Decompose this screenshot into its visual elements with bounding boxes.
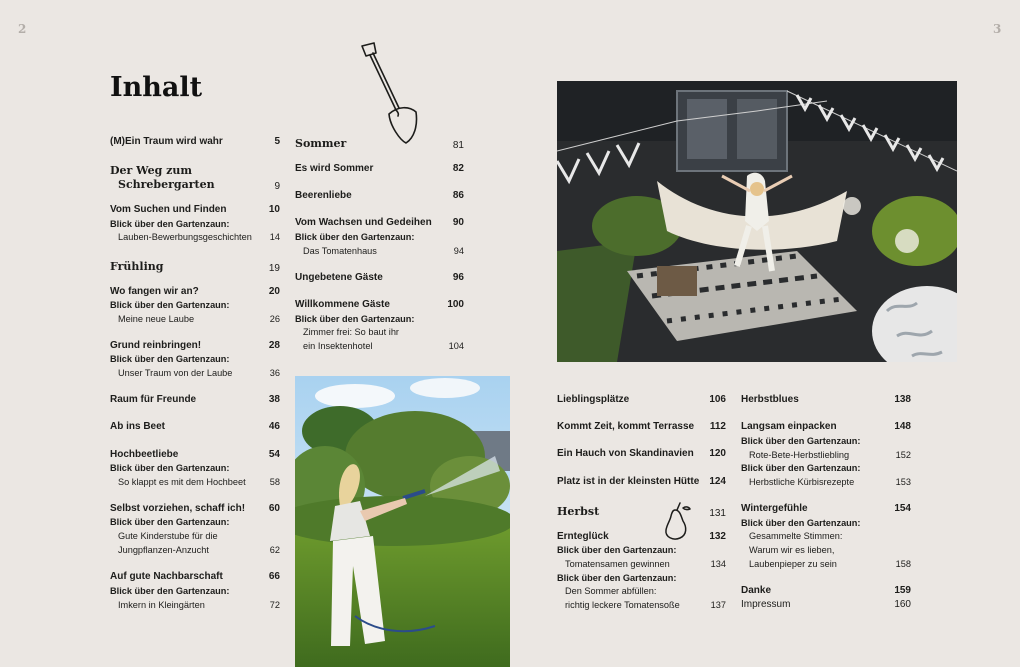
toc-entry-page: 66 — [268, 571, 280, 582]
toc-entry-title: Herbst — [557, 505, 600, 518]
toc-entry-title: Wo fangen wir an? — [110, 286, 199, 297]
toc-entry-title: Willkommene Gäste — [295, 299, 390, 310]
toc-entry-title: Vom Wachsen und Gedeihen — [295, 217, 432, 228]
hammock-terrace-photo — [557, 81, 957, 362]
toc-entry-title: (M)Ein Traum wird wahr — [110, 136, 223, 147]
toc-entry-title: Blick über den Gartenzaun: — [110, 300, 230, 310]
toc-entry-page: 154 — [894, 503, 911, 514]
toc-entry-page: 81 — [452, 140, 464, 151]
toc-entry-page: 160 — [894, 599, 911, 610]
toc-entry-title: Platz ist in der kleinsten Hütte — [557, 476, 700, 487]
toc-entry-title: Blick über den Gartenzaun: — [741, 463, 861, 473]
toc-entry-title: So klappt es mit dem Hochbeet — [118, 477, 246, 487]
toc-entry-page: 96 — [452, 272, 464, 283]
toc-entry-title: Lieblingsplätze — [557, 394, 630, 405]
toc-entry-title: Gute Kinderstube für die — [118, 531, 218, 541]
toc-entry-title: Blick über den Gartenzaun: — [295, 232, 415, 242]
toc-entry-title: Blick über den Gartenzaun: — [110, 354, 230, 364]
toc-entry-title: Frühling — [110, 260, 164, 273]
toc-entry-page: 60 — [268, 503, 280, 514]
toc-entry-page: 106 — [709, 394, 726, 405]
page-title: Inhalt — [110, 72, 203, 103]
toc-entry-title: Blick über den Gartenzaun: — [557, 545, 677, 555]
toc-entry-title: Ungebetene Gäste — [295, 272, 383, 283]
toc-entry-page: 5 — [274, 136, 280, 147]
toc-entry-title: Ab ins Beet — [110, 421, 166, 432]
toc-entry-page: 26 — [269, 314, 280, 324]
shovel-icon — [356, 40, 422, 150]
toc-entry-title: Grund reinbringen! — [110, 340, 202, 351]
pear-icon — [658, 500, 692, 542]
toc-entry-page: 38 — [268, 394, 280, 405]
toc-entry-title: Auf gute Nachbarschaft — [110, 571, 223, 582]
toc-entry-title: Sommer — [295, 137, 347, 150]
toc-entry-page: 148 — [894, 421, 911, 432]
toc-entry-page: 72 — [269, 600, 280, 610]
toc-entry-page: 9 — [274, 181, 280, 192]
toc-entry-title: Blick über den Gartenzaun: — [557, 573, 677, 583]
toc-entry-title: richtig leckere Tomatensoße — [565, 600, 680, 610]
toc-entry-title: Kommt Zeit, kommt Terrasse — [557, 421, 695, 432]
toc-entry-page: 131 — [709, 508, 726, 519]
garden-hose-photo — [295, 376, 510, 667]
toc-entry-title: Den Sommer abfüllen: — [565, 586, 657, 596]
toc-entry-page: 137 — [710, 600, 726, 610]
page-number-left: 2 — [18, 22, 27, 36]
toc-entry-title: Das Tomatenhaus — [303, 246, 377, 256]
toc-entry-title: Blick über den Gartenzaun: — [110, 219, 230, 229]
toc-entry-title: Imkern in Kleingärten — [118, 600, 205, 610]
toc-entry-title: Blick über den Gartenzaun: — [295, 314, 415, 324]
toc-entry-page: 86 — [452, 190, 464, 201]
toc-entry-title: Blick über den Gartenzaun: — [741, 436, 861, 446]
toc-entry-page: 152 — [895, 450, 911, 460]
toc-entry-title: Blick über den Gartenzaun: — [110, 463, 230, 473]
toc-entry-page: 134 — [710, 559, 726, 569]
toc-entry-title: Jungpflanzen-Anzucht — [118, 545, 209, 555]
toc-entry-title: Laubenpieper zu sein — [749, 559, 837, 569]
toc-entry-page: 10 — [268, 204, 280, 215]
toc-entry-title: Raum für Freunde — [110, 394, 197, 405]
toc-entry-title: Selbst vorziehen, schaff ich! — [110, 503, 246, 514]
toc-entry-title: Danke — [741, 585, 772, 596]
toc-entry-page: 46 — [268, 421, 280, 432]
toc-entry-page: 58 — [269, 477, 280, 487]
toc-entry-title: Ernteglück — [557, 531, 609, 542]
page-number-right: 3 — [993, 22, 1002, 36]
toc-entry-title: Wintergefühle — [741, 503, 808, 514]
toc-entry-title: Beerenliebe — [295, 190, 352, 201]
toc-entry-title: Lauben-Bewerbungsgeschichten — [118, 232, 252, 242]
toc-entry-title: Blick über den Gartenzaun: — [110, 517, 230, 527]
toc-entry-page: 19 — [268, 263, 280, 274]
toc-entry-title: Blick über den Gartenzaun: — [110, 586, 230, 596]
toc-entry-page: 90 — [452, 217, 464, 228]
toc-entry-page: 14 — [269, 232, 280, 242]
toc-entry-title: Rote-Bete-Herbstliebling — [749, 450, 850, 460]
toc-entry-title: Blick über den Gartenzaun: — [741, 518, 861, 528]
toc-entry-page: 124 — [709, 476, 726, 487]
toc-entry-title: Unser Traum von der Laube — [118, 368, 233, 378]
toc-entry-title: Herbstblues — [741, 394, 799, 405]
toc-entry-title: Langsam einpacken — [741, 421, 837, 432]
toc-entry-title: Meine neue Laube — [118, 314, 195, 324]
toc-entry-title: Ein Hauch von Skandinavien — [557, 448, 694, 459]
toc-entry-title: Hochbeetliebe — [110, 449, 179, 460]
toc-entry-page: 112 — [709, 421, 726, 432]
toc-entry-page: 94 — [453, 246, 464, 256]
toc-entry-title: Zimmer frei: So baut ihr — [303, 327, 399, 337]
toc-entry-page: 138 — [894, 394, 911, 405]
toc-entry-title: Der Weg zum — [110, 164, 193, 177]
toc-entry-title: Schrebergarten — [118, 178, 215, 191]
toc-entry-page: 62 — [269, 545, 280, 555]
toc-entry-title: Herbstliche Kürbisrezepte — [749, 477, 855, 487]
toc-entry-page: 28 — [268, 340, 280, 351]
toc-entry-page: 82 — [452, 163, 464, 174]
toc-entry-title: Es wird Sommer — [295, 163, 374, 174]
toc-entry-page: 36 — [269, 368, 280, 378]
toc-entry-page: 100 — [447, 299, 464, 310]
toc-entry-title: Vom Suchen und Finden — [110, 204, 227, 215]
toc-entry-page: 159 — [894, 585, 911, 596]
toc-entry-page: 153 — [895, 477, 911, 487]
toc-entry-page: 104 — [448, 341, 464, 351]
toc-entry-title: Tomatensamen gewinnen — [565, 559, 670, 569]
toc-entry-title: Impressum — [741, 599, 791, 610]
toc-entry-page: 120 — [709, 448, 726, 459]
toc-entry-page: 20 — [268, 286, 280, 297]
toc-entry-page: 54 — [268, 449, 280, 460]
toc-entry-title: Gesammelte Stimmen: — [749, 531, 843, 541]
toc-entry-page: 158 — [895, 559, 911, 569]
toc-entry-title: ein Insektenhotel — [303, 341, 373, 351]
toc-entry-page: 132 — [709, 531, 726, 542]
toc-entry-title: Warum wir es lieben, — [749, 545, 835, 555]
